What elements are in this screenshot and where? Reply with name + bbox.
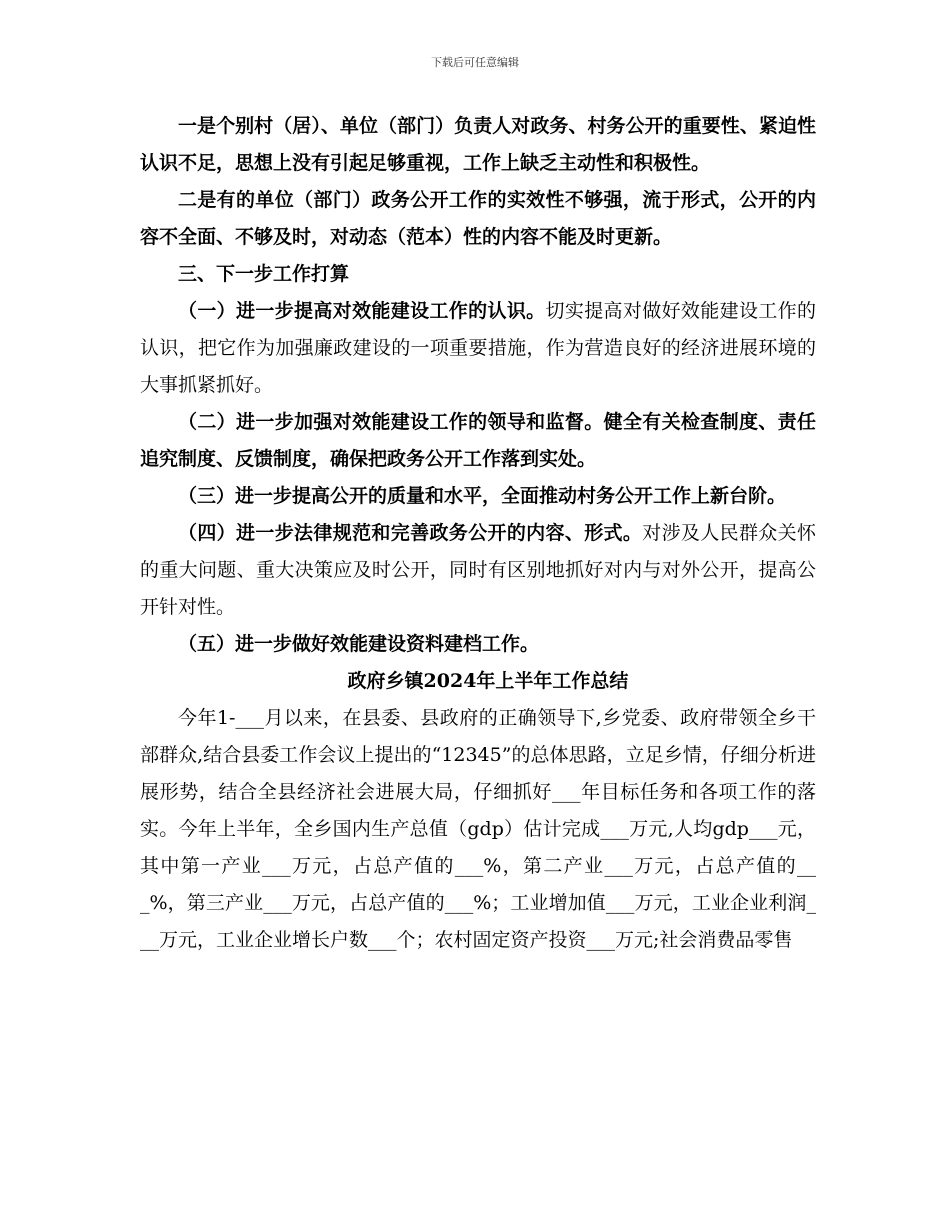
document-body xyxy=(140,108,816,959)
paragraph-step-5: （五）进一步做好效能建设资料建档工作。 xyxy=(178,633,540,655)
step-4-heading: （四）进一步法律规范和完善政务公开的内容、形式。 xyxy=(178,522,643,544)
step-1-heading: （一）进一步提高对效能建设工作的认识。 xyxy=(178,300,546,322)
summary-title: 政府乡镇2024年上半年工作总结 xyxy=(347,670,629,692)
step-1-body: 切实提高对做好效能建设工作的认识，把它作为加强廉政建设的一项重要措施，作为营造良好的经济进展环境的大事抓紧抓好。 xyxy=(140,300,816,396)
paragraph-issue-1: 一是个别村（居）、单位（部门）负责人对政务、村务公开的重要性、紧迫性认识不足，思想上没有引起足够重视，工作上缺乏主动性和积极性。 xyxy=(140,115,816,174)
page-header-note: 下载后可任意编辑 xyxy=(431,56,519,69)
paragraph-step-4 xyxy=(140,515,816,626)
paragraph-issue-2: 二是有的单位（部门）政务公开工作的实效性不够强，流于形式，公开的内容不全面、不够及时，对动态（范本）性的内容不能及时更新。 xyxy=(140,189,816,248)
paragraph-step-3: （三）进一步提高公开的质量和水平，全面推动村务公开工作上新台阶。 xyxy=(178,485,787,507)
paragraph-summary: 今年1-___月以来，在县委、县政府的正确领导下,乡党委、政府带领全乡干部群众,结合县委工作会议上提出的“12345”的总体思路，立足乡情，仔细分析进展形势，结合全县经济社会进展大局，仔细抓好___年目标任务和各项工作的落实。今年上半年，全乡国内生产总值（gdp）估计完成___万元,人均gdp___元，其中第一产业___万元，占总产值的___%，第二产业___万元，占总产值的___%，第三产业___万元，占总产值的___%；工业增加值___万元，工业企业利润___万元，工业企业增长户数___个；农村固定资产投资___万元;社会消费品零售 xyxy=(140,707,816,951)
section-heading-next-steps: 三、下一步工作打算 xyxy=(178,263,350,285)
paragraph-step-1 xyxy=(140,293,816,404)
paragraph-step-2: （二）进一步加强对效能建设工作的领导和监督。健全有关检查制度、责任追究制度、反馈制度，确保把政务公开工作落到实处。 xyxy=(140,411,816,470)
step-4-body: 对涉及人民群众关怀的重大问题、重大决策应及时公开，同时有区别地抓好对内与对外公开，提高公开针对性。 xyxy=(140,522,816,618)
